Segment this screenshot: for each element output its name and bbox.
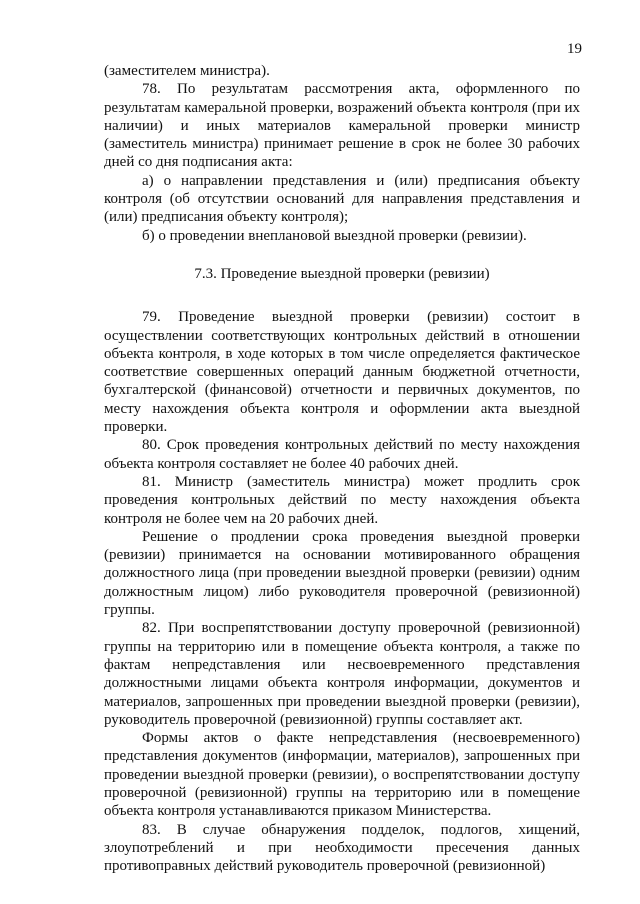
document-body — [104, 62, 580, 875]
section-heading: 7.3. Проведение выездной проверки (ревизии) — [194, 265, 490, 282]
paragraph-79: 79. Проведение выездной проверки (ревизии) состоит в осуществлении соответствующих контрольных действий в отношении объекта контроля, в ходе которых в том числе определяется фактическое соответствие совершенных операций данным бюджетной отчетности, бухгалтерской (финансовой) отчетности и первичных документов, по месту нахождения объекта контроля и оформлении акта выездной проверки. — [104, 309, 580, 436]
paragraph-82-forms: Формы актов о факте непредставления (несвоевременного) представления документов (информации, материалов), запрошенных при проведении выездной проверки (ревизии), о воспрепятствовании доступу проверочной (ревизионной) группы на территорию или в помещение объекта контроля устанавливаются приказом Министерства. — [104, 730, 580, 820]
paragraph-78-b: б) о проведении внеплановой выездной проверки (ревизии). — [142, 227, 527, 244]
paragraph-81-extension: Решение о продлении срока проведения выездной проверки (ревизии) принимается на основании мотивированного обращения должностного лица (при проведении выездной проверки (ревизии) одним должностным лицом) либо руководителя проверочной (ревизионной) группы. — [104, 528, 580, 619]
paragraph-78: 78. По результатам рассмотрения акта, оформленного по результатам камеральной проверки, возражений объекта контроля (при их наличии) и иных материалов камеральной проверки министр (заместитель министра) принимает решение в срок не более 30 рабочих дней со дня подписания акта: — [104, 81, 580, 171]
paragraph-80: 80. Срок проведения контрольных действий по месту нахождения объекта контроля составляет не более 40 рабочих дней. — [104, 437, 580, 472]
paragraph-81: 81. Министр (заместитель министра) может продлить срок проведения контрольных действий по месту нахождения объекта контроля не более чем на 20 рабочих дней. — [104, 473, 580, 527]
paragraph-83: 83. В случае обнаружения подделок, подлогов, хищений, злоупотреблений и при необходимости пресечения данных противоправных действий руководитель проверочной (ревизионной) — [104, 821, 580, 875]
paragraph-78-a: а) о направлении представления и (или) предписания объекту контроля (об отсутствии оснований для направления представления и (или) предписания объекту контроля); — [104, 172, 580, 226]
page-number: 19 — [567, 41, 582, 57]
paragraph-continuation: (заместителем министра). — [104, 63, 270, 79]
paragraph-82: 82. При воспрепятствовании доступу проверочной (ревизионной) группы на территорию или в помещение объекта контроля, а также по фактам непредставления или несвоевременного представления должностными лицами объекта контроля информации, документов и материалов, запрошенных при проведении выездной проверки (ревизии), руководитель проверочной (ревизионной) группы составляет акт. — [104, 620, 580, 728]
